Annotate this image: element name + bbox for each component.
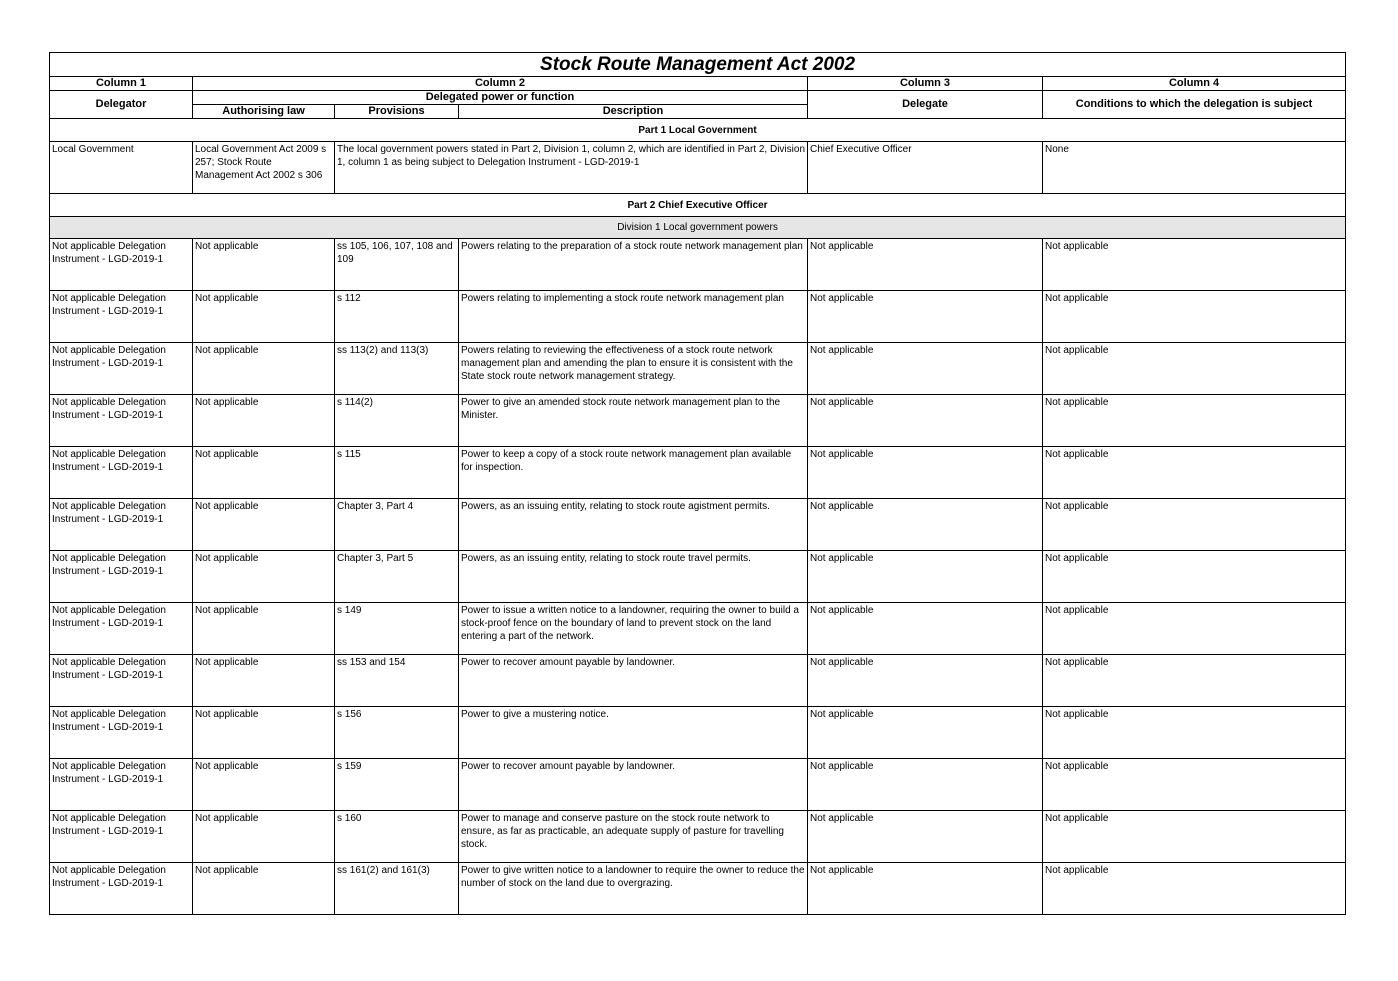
row-delegator: Not applicable Delegation Instrument - LGD-2019-1 xyxy=(50,655,193,707)
row-authorising-law: Not applicable xyxy=(193,811,335,863)
row-delegate: Not applicable xyxy=(808,655,1043,707)
authorising-law-header: Authorising law xyxy=(193,105,335,119)
table-row xyxy=(50,759,1346,811)
row-delegator: Not applicable Delegation Instrument - LGD-2019-1 xyxy=(50,551,193,603)
provisions-header: Provisions xyxy=(335,105,459,119)
conditions-header: Conditions to which the delegation is subject xyxy=(1043,91,1346,119)
column-4-header: Column 4 xyxy=(1043,77,1346,91)
row-conditions: Not applicable xyxy=(1043,863,1346,915)
row-conditions: Not applicable xyxy=(1043,655,1346,707)
description-header: Description xyxy=(459,105,808,119)
row-authorising-law: Not applicable xyxy=(193,239,335,291)
row-description: Power to give a mustering notice. xyxy=(459,707,808,759)
part-1-delegate: Chief Executive Officer xyxy=(808,142,1043,194)
table-row xyxy=(50,447,1346,499)
table-row xyxy=(50,655,1346,707)
table-row xyxy=(50,239,1346,291)
row-conditions: Not applicable xyxy=(1043,759,1346,811)
row-delegate: Not applicable xyxy=(808,239,1043,291)
row-delegate: Not applicable xyxy=(808,759,1043,811)
row-provisions: ss 113(2) and 113(3) xyxy=(335,343,459,395)
row-authorising-law: Not applicable xyxy=(193,343,335,395)
column-1-header: Column 1 xyxy=(50,77,193,91)
table-row xyxy=(50,291,1346,343)
row-provisions: ss 161(2) and 161(3) xyxy=(335,863,459,915)
part-1-delegator: Local Government xyxy=(50,142,193,194)
row-delegator: Not applicable Delegation Instrument - LGD-2019-1 xyxy=(50,863,193,915)
row-authorising-law: Not applicable xyxy=(193,499,335,551)
row-description: Powers relating to reviewing the effectiveness of a stock route network management plan and amending the plan to ensure it is consistent with the State stock route network management strategy. xyxy=(459,343,808,395)
row-delegator: Not applicable Delegation Instrument - LGD-2019-1 xyxy=(50,759,193,811)
row-description: Powers relating to implementing a stock route network management plan xyxy=(459,291,808,343)
row-delegator: Not applicable Delegation Instrument - LGD-2019-1 xyxy=(50,343,193,395)
row-conditions: Not applicable xyxy=(1043,395,1346,447)
table-row xyxy=(50,343,1346,395)
row-authorising-law: Not applicable xyxy=(193,603,335,655)
row-conditions: Not applicable xyxy=(1043,447,1346,499)
part-1-description: The local government powers stated in Part 2, Division 1, column 2, which are identified in Part 2, Division 1, column 1 as being subject to Delegation Instrument - LGD-2019-1 xyxy=(335,142,808,194)
part-1-heading: Part 1 Local Government xyxy=(50,119,1346,142)
row-delegator: Not applicable Delegation Instrument - LGD-2019-1 xyxy=(50,811,193,863)
row-delegator: Not applicable Delegation Instrument - LGD-2019-1 xyxy=(50,239,193,291)
row-provisions: s 149 xyxy=(335,603,459,655)
table-row xyxy=(50,603,1346,655)
row-delegate: Not applicable xyxy=(808,603,1043,655)
row-authorising-law: Not applicable xyxy=(193,447,335,499)
table-row xyxy=(50,811,1346,863)
table-row xyxy=(50,863,1346,915)
row-delegate: Not applicable xyxy=(808,551,1043,603)
row-conditions: Not applicable xyxy=(1043,291,1346,343)
row-description: Powers, as an issuing entity, relating to stock route travel permits. xyxy=(459,551,808,603)
row-authorising-law: Not applicable xyxy=(193,291,335,343)
row-authorising-law: Not applicable xyxy=(193,707,335,759)
row-authorising-law: Not applicable xyxy=(193,863,335,915)
row-conditions: Not applicable xyxy=(1043,499,1346,551)
delegator-header: Delegator xyxy=(50,91,193,119)
row-authorising-law: Not applicable xyxy=(193,395,335,447)
table-row xyxy=(50,551,1346,603)
row-conditions: Not applicable xyxy=(1043,707,1346,759)
column-2-header: Column 2 xyxy=(193,77,808,91)
row-delegator: Not applicable Delegation Instrument - LGD-2019-1 xyxy=(50,707,193,759)
row-provisions: s 114(2) xyxy=(335,395,459,447)
row-provisions: s 156 xyxy=(335,707,459,759)
part-2-heading: Part 2 Chief Executive Officer xyxy=(50,194,1346,217)
row-authorising-law: Not applicable xyxy=(193,759,335,811)
row-authorising-law: Not applicable xyxy=(193,551,335,603)
column-3-header: Column 3 xyxy=(808,77,1043,91)
part-1-authorising-law: Local Government Act 2009 s 257; Stock Route Management Act 2002 s 306 xyxy=(193,142,335,194)
row-provisions: s 160 xyxy=(335,811,459,863)
row-delegate: Not applicable xyxy=(808,343,1043,395)
row-delegate: Not applicable xyxy=(808,863,1043,915)
row-delegator: Not applicable Delegation Instrument - LGD-2019-1 xyxy=(50,291,193,343)
delegation-table xyxy=(49,52,1346,915)
row-description: Power to give an amended stock route network management plan to the Minister. xyxy=(459,395,808,447)
part-1-conditions: None xyxy=(1043,142,1346,194)
row-description: Power to give written notice to a landowner to require the owner to reduce the number of stock on the land due to overgrazing. xyxy=(459,863,808,915)
row-conditions: Not applicable xyxy=(1043,343,1346,395)
row-delegator: Not applicable Delegation Instrument - LGD-2019-1 xyxy=(50,395,193,447)
row-authorising-law: Not applicable xyxy=(193,655,335,707)
delegate-header: Delegate xyxy=(808,91,1043,119)
row-description: Power to issue a written notice to a landowner, requiring the owner to build a stock-proof fence on the boundary of land to prevent stock on the land entering a part of the network. xyxy=(459,603,808,655)
row-delegator: Not applicable Delegation Instrument - LGD-2019-1 xyxy=(50,447,193,499)
row-provisions: s 159 xyxy=(335,759,459,811)
row-delegate: Not applicable xyxy=(808,447,1043,499)
row-provisions: Chapter 3, Part 4 xyxy=(335,499,459,551)
row-description: Power to recover amount payable by landowner. xyxy=(459,759,808,811)
row-delegate: Not applicable xyxy=(808,395,1043,447)
page-title: Stock Route Management Act 2002 xyxy=(50,53,1346,77)
row-delegate: Not applicable xyxy=(808,499,1043,551)
row-conditions: Not applicable xyxy=(1043,603,1346,655)
row-conditions: Not applicable xyxy=(1043,239,1346,291)
row-provisions: s 112 xyxy=(335,291,459,343)
row-provisions: s 115 xyxy=(335,447,459,499)
row-conditions: Not applicable xyxy=(1043,551,1346,603)
table-row xyxy=(50,707,1346,759)
row-description: Power to recover amount payable by landowner. xyxy=(459,655,808,707)
row-provisions: ss 153 and 154 xyxy=(335,655,459,707)
delegated-power-header: Delegated power or function xyxy=(193,91,808,105)
row-delegate: Not applicable xyxy=(808,707,1043,759)
row-description: Power to keep a copy of a stock route network management plan available for inspection. xyxy=(459,447,808,499)
table-row xyxy=(50,499,1346,551)
row-description: Power to manage and conserve pasture on the stock route network to ensure, as far as practicable, an adequate supply of pasture for travelling stock. xyxy=(459,811,808,863)
division-1-heading: Division 1 Local government powers xyxy=(50,217,1346,239)
row-delegate: Not applicable xyxy=(808,811,1043,863)
row-delegator: Not applicable Delegation Instrument - LGD-2019-1 xyxy=(50,499,193,551)
row-provisions: Chapter 3, Part 5 xyxy=(335,551,459,603)
row-delegator: Not applicable Delegation Instrument - LGD-2019-1 xyxy=(50,603,193,655)
table-row xyxy=(50,395,1346,447)
row-conditions: Not applicable xyxy=(1043,811,1346,863)
row-description: Powers, as an issuing entity, relating to stock route agistment permits. xyxy=(459,499,808,551)
row-description: Powers relating to the preparation of a stock route network management plan xyxy=(459,239,808,291)
row-delegate: Not applicable xyxy=(808,291,1043,343)
row-provisions: ss 105, 106, 107, 108 and 109 xyxy=(335,239,459,291)
